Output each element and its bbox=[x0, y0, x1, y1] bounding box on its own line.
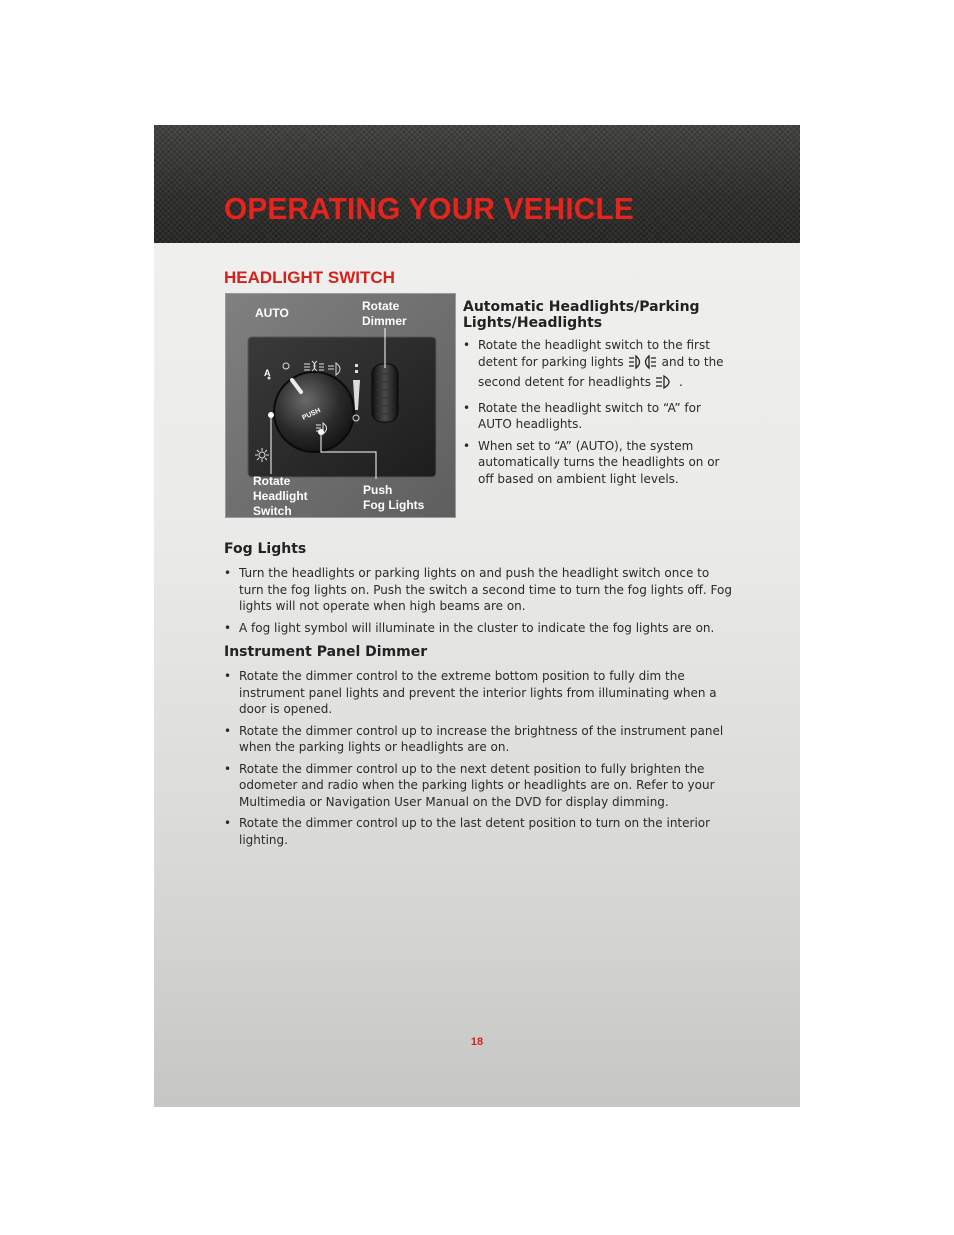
dimmer-heading: Instrument Panel Dimmer bbox=[224, 644, 428, 660]
section-title: HEADLIGHT SWITCH bbox=[224, 268, 395, 287]
list-item: • Rotate the headlight switch to “A” for AUTO headlights. bbox=[463, 400, 733, 433]
knob-push-mark: PUSH bbox=[301, 407, 322, 422]
dimmer-list bbox=[224, 668, 739, 853]
knob-auto-mark: A bbox=[264, 368, 271, 378]
header-banner bbox=[154, 125, 800, 243]
headlight-switch-photo bbox=[225, 293, 456, 518]
list-item: • Turn the headlights or parking lights on and push the headlight switch once to turn the fog lights on. Push the switch a second time to turn the fog lights off. Fog lights will not operate when high beams are on. bbox=[224, 565, 734, 615]
page-number: 18 bbox=[470, 1036, 484, 1048]
list-item: • When set to “A” (AUTO), the system automatically turns the headlights on or off based on ambient light levels. bbox=[463, 438, 733, 488]
manual-page bbox=[154, 125, 800, 1107]
auto-label: AUTO bbox=[255, 306, 289, 320]
list-item: • Rotate the dimmer control up to the next detent position to fully brighten the odometer and radio when the parking lights or headlights are on. Refer to your Multimedia or Navigation User Manual on the DVD for display dimming. bbox=[224, 761, 739, 811]
fog-lights-heading: Fog Lights bbox=[224, 541, 307, 557]
parking-lights-icon bbox=[628, 354, 658, 375]
page-title: OPERATING YOUR VEHICLE bbox=[224, 191, 634, 226]
rotate-dimmer-label: Rotate Dimmer bbox=[362, 299, 407, 328]
headlights-icon bbox=[655, 374, 675, 395]
push-fog-lights-label: Push Fog Lights bbox=[363, 483, 425, 512]
rotate-headlight-switch-label: Rotate Headlight Switch bbox=[253, 474, 308, 518]
list-item: • A fog light symbol will illuminate in the cluster to indicate the fog lights are on. bbox=[224, 620, 734, 637]
list-item: • Rotate the headlight switch to the first detent for parking lights and to the second detent for headlights . bbox=[463, 337, 733, 395]
list-item: • Rotate the dimmer control up to increase the brightness of the instrument panel when the parking lights or headlights are on. bbox=[224, 723, 739, 756]
list-item: • Rotate the dimmer control to the extreme bottom position to fully dim the instrument panel lights and prevent the interior lights from illuminating when a door is opened. bbox=[224, 668, 739, 718]
fog-lights-list bbox=[224, 565, 734, 641]
auto-headlights-heading: Automatic Headlights/Parking Lights/Headlights bbox=[463, 299, 700, 331]
auto-headlights-list bbox=[463, 337, 733, 492]
list-item: • Rotate the dimmer control up to the last detent position to turn on the interior lighting. bbox=[224, 815, 739, 848]
